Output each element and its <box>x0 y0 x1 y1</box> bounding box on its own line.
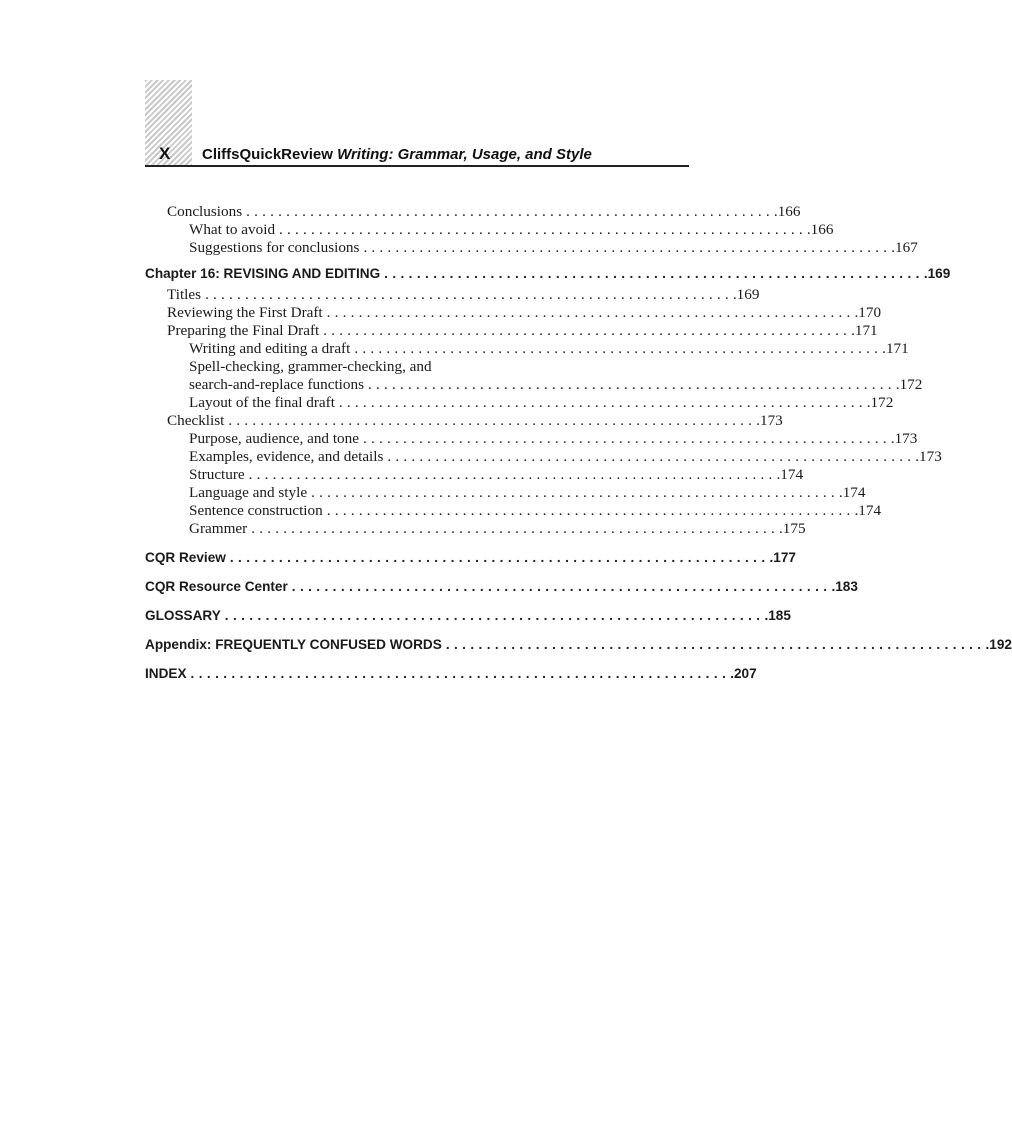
dot-leader: .................................................................. <box>323 322 852 339</box>
toc-entry-title: Suggestions for conclusions <box>189 239 360 256</box>
section-page: .177 <box>769 550 796 565</box>
toc-entry-reviewing-first-draft[interactable] <box>145 304 882 322</box>
toc-entry-page: .169 <box>732 286 760 303</box>
toc-entry-structure[interactable] <box>145 466 804 484</box>
chapter-title: Chapter 16: REVISING AND EDITING <box>145 266 381 281</box>
dot-leader: .................................................................. <box>228 412 757 429</box>
toc-entry-title: Purpose, audience, and tone <box>189 430 359 447</box>
toc-index[interactable] <box>145 665 757 683</box>
toc-entry-title: Examples, evidence, and details <box>189 448 384 465</box>
section-page: .185 <box>764 608 791 623</box>
toc-entry-title: Structure <box>189 466 245 483</box>
toc-entry-conclusions[interactable] <box>145 203 801 221</box>
dot-leader: .................................................................. <box>367 376 896 393</box>
toc-entry-page: .172 <box>895 376 923 393</box>
toc-entry-title: Conclusions <box>167 203 243 220</box>
toc-entry-title: search-and-replace functions <box>189 376 364 393</box>
dot-leader: .................................................................. <box>279 221 807 238</box>
toc-entry-title: Writing and editing a draft <box>189 340 351 357</box>
toc-entry-suggestions-for-conclusions[interactable] <box>145 239 918 257</box>
toc-entry-title: What to avoid <box>189 221 276 238</box>
toc-entry-title: Layout of the final draft <box>189 394 335 411</box>
dot-leader: .................................................................. <box>246 203 774 220</box>
toc-entry-page: .173 <box>890 430 918 447</box>
chapter-page: .169 <box>923 266 951 281</box>
dot-leader: .................................................................. <box>338 394 867 411</box>
table-of-contents <box>145 203 1012 683</box>
toc-entry-preparing-final-draft[interactable] <box>145 322 878 340</box>
toc-entry-writing-editing-draft[interactable] <box>145 340 909 358</box>
toc-entry-title: Sentence construction <box>189 502 323 519</box>
section-page: .192 <box>985 637 1012 652</box>
toc-entry-page: .171 <box>882 340 909 357</box>
toc-entry-layout-final-draft[interactable] <box>145 394 894 412</box>
toc-entry-page: .167 <box>891 239 918 256</box>
toc-entry-title: Spell-checking, grammer-checking, and <box>189 358 432 375</box>
toc-entry-grammer[interactable] <box>145 520 806 538</box>
toc-entry-page: .170 <box>854 304 882 321</box>
section-page: .183 <box>831 579 858 594</box>
toc-entry-titles[interactable] <box>145 286 760 304</box>
toc-appendix[interactable] <box>145 636 1012 654</box>
toc-entry-page: .175 <box>779 520 806 537</box>
toc-entry-title: Preparing the Final Draft <box>167 322 320 339</box>
book-title: Writing: Grammar, Usage, and Style <box>337 146 592 163</box>
toc-entry-spell-checking-line1[interactable] <box>145 358 676 376</box>
dot-leader: .................................................................. <box>205 286 733 303</box>
toc-entry-page: .174 <box>776 466 804 483</box>
dot-leader: .................................................................. <box>291 579 832 594</box>
toc-entry-title: Titles <box>167 286 202 303</box>
dot-leader: .................................................................. <box>326 502 855 519</box>
section-page: .207 <box>730 666 757 681</box>
toc-glossary[interactable] <box>145 607 791 625</box>
page-number: X <box>159 144 171 163</box>
toc-entry-language-style[interactable] <box>145 484 866 502</box>
toc-cqr-review[interactable] <box>145 549 796 567</box>
running-header <box>145 80 689 168</box>
dot-leader: .................................................................. <box>229 550 770 565</box>
toc-entry-page: .173 <box>915 448 942 465</box>
dot-leader: .................................................................. <box>224 608 765 623</box>
toc-entry-title: Language and style <box>189 484 308 501</box>
toc-entry-checklist[interactable] <box>145 412 783 430</box>
section-title: Appendix: FREQUENTLY CONFUSED WORDS <box>145 637 442 652</box>
toc-entry-examples-evidence-details[interactable] <box>145 448 942 466</box>
dot-leader: .................................................................. <box>384 266 924 281</box>
toc-entry-page: .173 <box>756 412 783 429</box>
section-title: INDEX <box>145 666 187 681</box>
section-title: CQR Resource Center <box>145 579 288 594</box>
header-rule <box>145 165 689 167</box>
dot-leader: .................................................................. <box>251 520 779 537</box>
section-title: GLOSSARY <box>145 608 221 623</box>
dot-leader: .................................................................. <box>387 448 916 465</box>
toc-entry-what-to-avoid[interactable] <box>145 221 834 239</box>
running-head-title <box>202 146 592 163</box>
toc-entry-page: .171 <box>851 322 878 339</box>
toc-cqr-resource-center[interactable] <box>145 578 858 596</box>
dot-leader: .................................................................. <box>445 637 986 652</box>
dot-leader: .................................................................. <box>190 666 731 681</box>
toc-entry-purpose-audience-tone[interactable] <box>145 430 918 448</box>
toc-entry-spell-checking-line2[interactable] <box>145 376 923 394</box>
toc-entry-page: .174 <box>854 502 882 519</box>
series-name: CliffsQuickReview <box>202 146 333 163</box>
dot-leader: .................................................................. <box>363 239 892 256</box>
dot-leader: .................................................................. <box>362 430 891 447</box>
dot-leader: .................................................................. <box>248 466 777 483</box>
toc-entry-page: .166 <box>773 203 801 220</box>
toc-entry-page: .174 <box>838 484 866 501</box>
toc-entry-title: Checklist <box>167 412 225 429</box>
dot-leader: .................................................................. <box>354 340 883 357</box>
toc-entry-sentence-construction[interactable] <box>145 502 882 520</box>
toc-chapter-16[interactable] <box>145 265 951 283</box>
toc-entry-title: Reviewing the First Draft <box>167 304 323 321</box>
dot-leader: .................................................................. <box>311 484 839 501</box>
section-title: CQR Review <box>145 550 226 565</box>
dot-leader: .................................................................. <box>326 304 855 321</box>
toc-entry-title: Grammer <box>189 520 248 537</box>
toc-entry-page: .166 <box>806 221 834 238</box>
toc-entry-page: .172 <box>866 394 894 411</box>
